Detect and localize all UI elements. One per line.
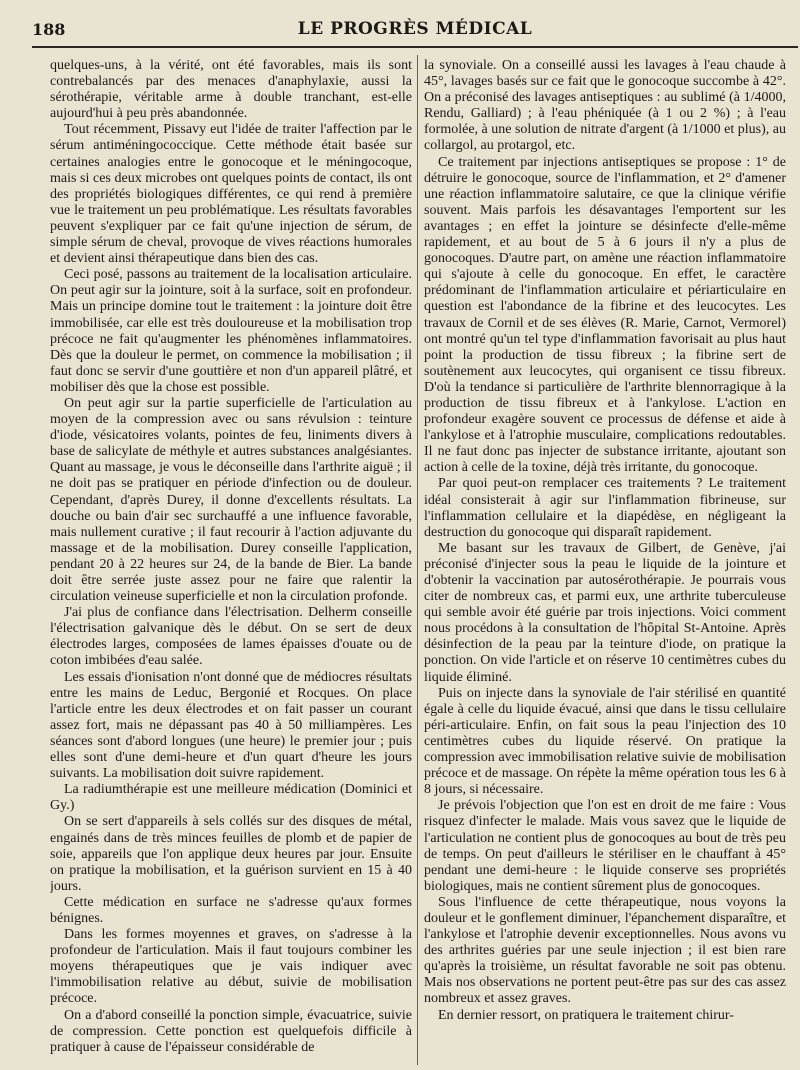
paragraph: Sous l'influence de cette thérapeutique, nous voyons la douleur et le gonflement diminuer, l'épanchement disparaître, et l'ankylose et l'atrophie devenir exceptionnelles. Nous avons vu des arthrites guéries par une seule injection ; il est bien rare qu'après la troisième, un résultat favorable ne soit pas obtenu. Mais nos observations ne portent peut-être pas sur des cas assez nombreux et assez graves.: [424, 894, 786, 1007]
paragraph: Cette médication en surface ne s'adresse qu'aux formes bénignes.: [50, 894, 412, 926]
paragraph: On a d'abord conseillé la ponction simple, évacuatrice, suivie de compression. Cette ponction est quelquefois difficile à pratiquer à cause de l'épaisseur considérable de: [50, 1007, 412, 1055]
header-rule: [32, 46, 798, 48]
paragraph: Puis on injecte dans la synoviale de l'air stérilisé en quantité égale à celle du liquide évacué, ainsi que dans le tissu cellulaire péri-articulaire. Enfin, on fait sous la peau l'injection des 10 centimètres cubes du liquide réservé. On pratique la compression avec immobilisation relative suivie de mobilisation précoce et de massage. On répète la même opération tous les 6 à 8 jours, si nécessaire.: [424, 685, 786, 798]
paragraph: On peut agir sur la partie superficielle de l'articulation au moyen de la compression avec ou sans révulsion : teinture d'iode, vésicatoires volants, pointes de feu, liniments divers à base de salicylate de méthyle et autres substances analgésiantes. Quant au massage, je vous le déconseille dans l'arthrite aiguë ; il ne doit pas se pratiquer en période d'infection ou de douleur. Cependant, d'après Durey, il donne d'excellents résultats. La douche ou bain d'air sec surchauffé a une influence favorable, mais nullement curative ; il faut recourir à l'action adjuvante du massage et de la mobilisation. Durey conseille l'application, pendant 20 à 22 heures sur 24, de la bande de Bier. La bande doit être serrée juste assez pour ne faire que ralentir la circulation veineuse superficielle et non la circulation profonde.: [50, 395, 412, 605]
paragraph: Je prévois l'objection que l'on est en droit de me faire : Vous risquez d'infecter le malade. Mais vous savez que le liquide de l'articulation ne contient plus de gonocoques au bout de très peu de temps. On peut d'ailleurs le stériliser en le chauffant à 45° pendant une demi-heure : le liquide conserve ses propriétés biologiques, mais ne contient sûrement plus de gonocoques.: [424, 798, 786, 894]
paragraph: Tout récemment, Pissavy eut l'idée de traiter l'affection par le sérum antiméningococcique. Cette méthode était basée sur certaines analogies entre le gonocoque et le méningocoque, mais si ces deux microbes ont quelques points de contact, ils ont des propriétés biologiques différentes, ce qui rend à première vue le traitement un peu problématique. Les résultats favorables peuvent s'expliquer par ce fait qu'une injection de sérum, de simple sérum de cheval, provoque de vives réactions humorales et devient ainsi thérapeutique dans bien des cas.: [50, 122, 412, 267]
paragraph: J'ai plus de confiance dans l'électrisation. Delherm conseille l'électrisation galvanique dès le début. On se sert de deux électrodes larges, composées de lames épaisses d'ouate ou de coton imbibées d'eau salée.: [50, 605, 412, 669]
paragraph: La radiumthérapie est une meilleure médication (Dominici et Gy.): [50, 782, 412, 814]
journal-title: LE PROGRÈS MÉDICAL: [297, 19, 533, 39]
paragraph: Dans les formes moyennes et graves, on s'adresse à la profondeur de l'articulation. Mais il faut toujours combiner les moyens thérapeutiques que je vais indiquer avec l'immobilisation relative au début, suivie de mobilisation précoce.: [50, 927, 412, 1007]
paragraph: Par quoi peut-on remplacer ces traitements ? Le traitement idéal consisterait à agir sur l'inflammation fibrineuse, sur l'inflammation cellulaire et la diapédèse, en négligeant la destruction du gonocoque qui disparaît rapidement.: [424, 476, 786, 540]
page-header: [32, 16, 798, 46]
page-number: 188: [32, 20, 66, 39]
paragraph: Les essais d'ionisation n'ont donné que de médiocres résultats entre les mains de Leduc, Bergonié et Rocques. On place l'article entre les deux électrodes et on fait passer un courant assez fort, mais ne dépassant pas 40 à 50 milliampères. Les séances sont d'abord longues (une heure) le premier jour ; puis elles sont d'une demi-heure et d'un quart d'heure les jours suivants. La mobilisation doit suivre rapidement.: [50, 669, 412, 782]
right-column: [424, 58, 786, 1068]
paragraph: En dernier ressort, on pratiquera le traitement chirur-: [438, 1007, 734, 1023]
paragraph: Ce traitement par injections antiseptiques se propose : 1° de détruire le gonocoque, source de l'inflammation, et 2° d'amener une réaction inflammatoire salutaire, ce que la clinique vérifie souvent. Mais parfois les désavantages l'emportent sur les avantages ; en effet la jointure se désinfecte d'elle-même rapidement, et au bout de 5 à 6 jours il n'y a plus de gonocoques. D'autre part, on amène une réaction inflammatoire qui s'ajoute à celle du gonocoque. En effet, le caractère prédominant de l'inflammation articulaire et périarticulaire en question est l'abondance de la fibrine et des leucocytes. Les travaux de Cornil et de ses élèves (R. Marie, Carnot, Vermorel) ont montré qu'un tel type d'inflammation favorisait au plus haut point la production de tissu fibreux ; la fibrine sert de soutènement aux leucocytes, qui organisent ce tissu fibreux. D'où la tendance si particulière de l'arthrite blennorragique à la production de tissu fibreux et à l'ankylose. L'action en profondeur exagère souvent ce processus de défense et aide à l'ankylose et à l'atrophie musculaire, complications redoutables. Il ne faut donc pas injecter de substance irritante, ajoutant son action à celle de la toxine, déjà très irritante, du gonocoque.: [424, 154, 786, 476]
paragraph: On se sert d'appareils à sels collés sur des disques de métal, engainés dans de très minces feuilles de plomb et de papier de soie, appareils que l'on applique deux heures par jour. Ensuite on pratique la mobilisation, et la guérison survient en 15 à 40 jours.: [50, 814, 412, 894]
paragraph: Ceci posé, passons au traitement de la localisation articulaire. On peut agir sur la jointure, soit à la surface, soit en profondeur. Mais un principe domine tout le traitement : la jointure doit être immobilisée, car elle est très douloureuse et la mobilisation trop précoce ne fait qu'augmenter les phénomènes inflammatoires. Dès que la douleur le permet, on commence la mobilisation ; il faut donc se servir d'une gouttière et non d'un appareil plâtré, et mobiliser dès que la chose est possible.: [50, 267, 412, 395]
paragraph: Me basant sur les travaux de Gilbert, de Genève, j'ai préconisé d'injecter sous la peau le liquide de la jointure et d'obtenir la vaccination par autosérothérapie. Je pourrais vous citer de nombreux cas, et parmi eux, une arthrite tuberculeuse qui semble avoir été guérie par trois injections. Voici comment nous procédons à la consultation de l'hôpital St-Antoine. Après désinfection de la peau par la teinture d'iode, on pratique la ponction. On vide l'article et on réserve 10 centimètres cubes du liquide éliminé.: [424, 540, 786, 685]
paragraph: la synoviale. On a conseillé aussi les lavages à l'eau chaude à 45°, lavages basés sur ce fait que le gonocoque succombe à 42°. On a préconisé des lavages antiseptiques : au sublimé (à 1/4000, Rendu, Galliard) ; à l'eau phéniquée (à 1 ou 2 %) ; à l'eau formolée, à une solution de nitrate d'argent (à 1/1000 et plus), au collargol, au protargol, etc.: [424, 58, 786, 154]
column-divider: [417, 55, 418, 1065]
left-column: [50, 58, 412, 1068]
paragraph: quelques-uns, à la vérité, ont été favorables, mais ils sont contrebalancés par des menaces d'anaphylaxie, aussi la sérothérapie, véritable arme à double tranchant, est-elle aujourd'hui à peu près abandonnée.: [50, 58, 412, 122]
